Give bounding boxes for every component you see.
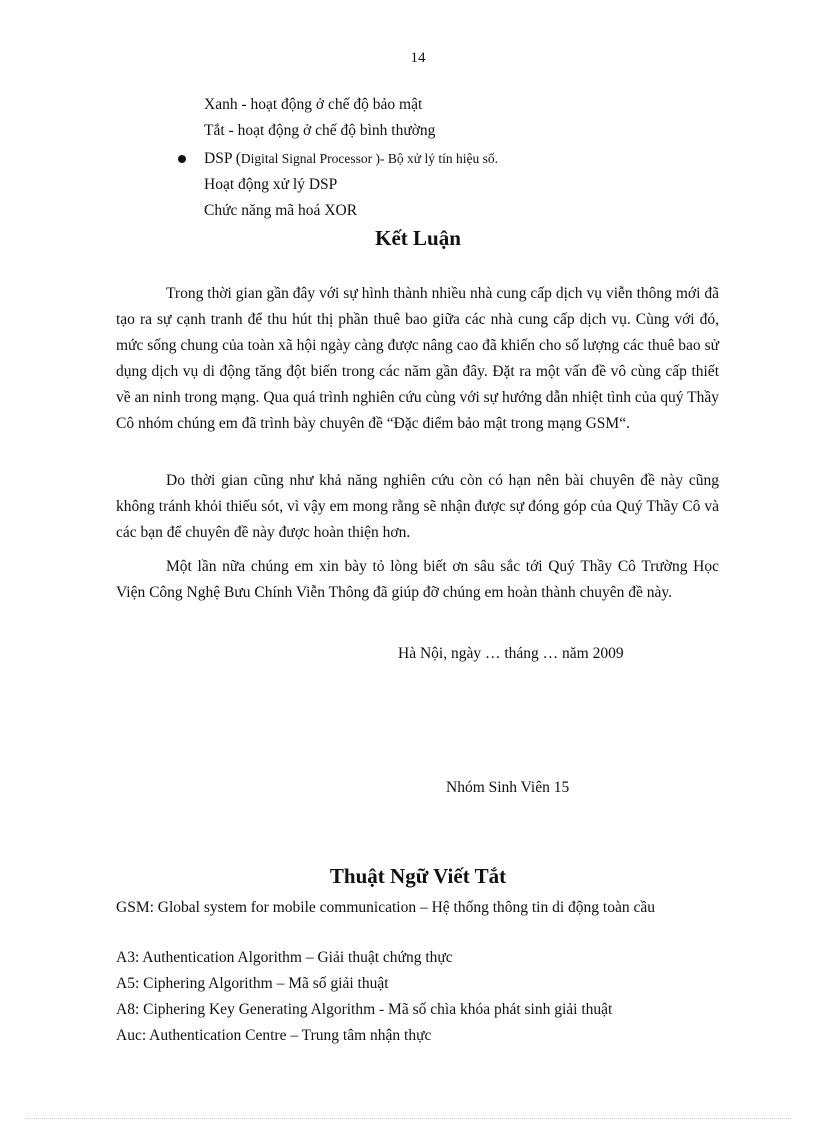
date-line: Hà Nội, ngày … tháng … năm 2009 [398,645,624,662]
list-line: Chức năng mã hoá XOR [204,202,358,219]
conclusion-paragraph-2: Do thời gian cũng như khả năng nghiên cứu còn có hạn nên bài chuyên đề này cũng không tránh khỏi thiếu sót, vì vậy em mong rằng sẽ nhận được sự đóng góp của Quý Thầy Cô và các bạn để chuyên đề này được hoàn thiện hơn. [116,472,719,541]
abbreviations-title: Thuật Ngữ Viết Tắt [329,864,507,888]
bullet-item-dsp [204,146,498,172]
abbreviation-item: A8: Ciphering Key Generating Algorithm - Mã số chìa khóa phát sinh giải thuật [116,1001,613,1018]
list-line: Hoạt động xử lý DSP [204,176,338,193]
bullet-small-text: Digital Signal Processor )- Bộ xử lý tín hiệu số. [240,151,498,166]
signature: Nhóm Sinh Viên 15 [446,779,570,796]
page-number: 14 [410,50,426,66]
list-line: Tắt - hoạt động ở chế độ bình thường [204,122,436,139]
conclusion-paragraph-1: Trong thời gian gần đây với sự hình thành nhiều nhà cung cấp dịch vụ viễn thông mới đã tạo ra sự cạnh tranh để thu hút thị phần thuê bao giữa các nhà cung cấp dịch vụ. Cùng với đó, mức sống chung của toàn xã hội ngày càng được nâng cao đã khiến cho số lượng các thuê bao sử dụng dịch vụ di động tăng đột biến trong các năm gần đây. Đặt ra một vấn đề vô cùng cấp thiết về an ninh trong mạng. Qua quá trình nghiên cứu cùng với sự hướng dẫn nhiệt tình của quý Thầy Cô nhóm chúng em đã trình bày chuyên đề “Đặc điểm bảo mật trong mạng GSM“. [116,285,719,432]
abbreviation-item: A3: Authentication Algorithm – Giải thuật chứng thực [116,949,453,966]
conclusion-title: Kết Luận [375,226,461,250]
bullet-icon [178,155,186,163]
bullet-main-text: DSP ( [204,150,241,167]
list-line: Xanh - hoạt động ở chế độ bảo mật [204,96,423,113]
abbreviation-item: GSM: Global system for mobile communication – Hệ thống thông tin di động toàn cầu [116,899,655,916]
conclusion-paragraph-3: Một lần nữa chúng em xin bày tỏ lòng biết ơn sâu sắc tới Quý Thầy Cô Trường Học Viện Công Nghệ Bưu Chính Viễn Thông đã giúp đỡ chúng em hoàn thành chuyên đề này. [116,558,719,601]
page-bottom-rule [25,1118,791,1119]
abbreviation-item: Auc: Authentication Centre – Trung tâm nhận thực [116,1027,432,1044]
abbreviation-item: A5: Ciphering Algorithm – Mã số giải thuật [116,975,389,992]
